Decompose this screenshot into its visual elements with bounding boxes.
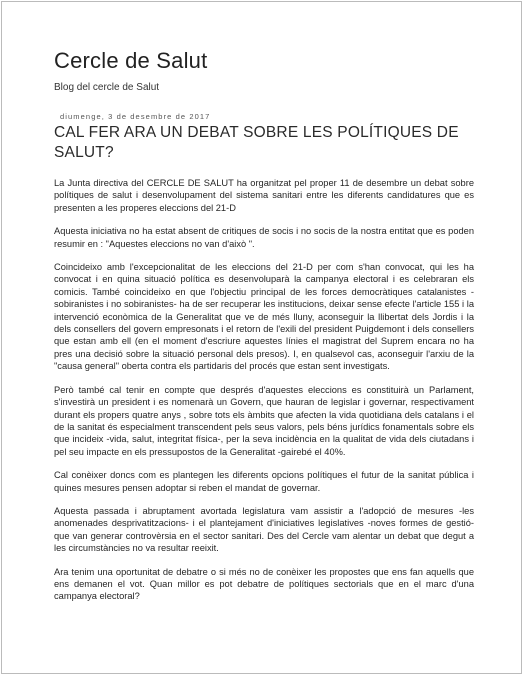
post-paragraph: Aquesta passada i abruptament avortada legislatura vam assistir a l'adopció de mesures -les anomenades desprivatitzacions- i el plantejament d'iniciatives legislatives -noves formes de gestió- que van generar controvèrsia en el sector sanitari. Des del Cercle vam alentar un debat que degut a les circumstàncies no va resultar reeixit. — [54, 505, 474, 554]
post-paragraph: Coincideixo amb l'excepcionalitat de les eleccions del 21-D per com s'han convocat, qui les ha convocat i en quina situació política es desenvoluparà la campanya electoral i es celebraran els comicis. També coincideixo en que l'objectiu principal de les forces democràtiques catalanistes -sobiranistes i no sobiranistes- ha de ser recuperar les institucions, deixar sense efecte l'article 155 i la intervenció econòmica de la Generalitat que ve de més lluny, aconseguir la llibertat dels Jordis i la dels consellers del govern empresonats i el retorn de l'exili del president Puigdemont i dels consellers que estan amb ell (en el moment d'escriure aquestes línies el magistrat del Suprem encara no ha pres una decisió sobre la situació personal dels presos). I, en qualsevol cas, aconseguir l'arxiu de la "causa general" oberta contra els partidaris del procés que estan sent investigats. — [54, 262, 474, 372]
post-paragraph: Però també cal tenir en compte que després d'aquestes eleccions es constituirà un Parlament, s'investirà un president i es nomenarà un Govern, que hauran de legislar i governar, respectivament durant els propers quatre anys , sobre tots els àmbits que afecten la vida quotidiana dels catalans i el de la sanitat és especialment transcendent pels seus valors, pels béns jurídics fonamentals sobre els que incideix -vida, salut, integritat física-, per la seva incidència en la qualitat de vida dels ciutadans i pel seu impacte en els pressupostos de la Generalitat -gairebé el 40%. — [54, 384, 474, 457]
post-paragraph: Ara tenim una oportunitat de debatre o si més no de conèixer les propostes que ens fan aquells que ens demanen el vot. Quan millor es pot debatre de polítiques sectorials que en el marc d'una campanya electoral? — [54, 566, 474, 602]
blog-description: Blog del cercle de Salut — [54, 82, 160, 93]
post-date: diumenge, 3 de desembre de 2017 — [60, 112, 211, 121]
post-title[interactable]: CAL FER ARA UN DEBAT SOBRE LES POLÍTIQUES DE SALUT? — [54, 124, 459, 161]
blog-header — [54, 48, 474, 94]
post-paragraph: Cal conèixer doncs com es plantegen les diferents opcions polítiques el futur de la sanitat pública i quines mesures pensen adoptar si reben el mandat de governar. — [54, 470, 474, 493]
post-paragraph: Aquesta iniciativa no ha estat absent de critiques de socis i no socis de la nostra entitat que es poden resumir en : "Aquestes eleccions no van d'això ". — [54, 226, 474, 249]
post-paragraph: La Junta directiva del CERCLE DE SALUT ha organitzat pel proper 11 de desembre un debat sobre polítiques de salut i desenvolupament del sistema sanitari entre les diferents candidatures que es presenten a les properes eleccions del 21-D — [54, 178, 474, 213]
post-body — [54, 177, 474, 603]
blog-title[interactable]: Cercle de Salut — [54, 48, 208, 73]
blog-post — [54, 112, 474, 614]
